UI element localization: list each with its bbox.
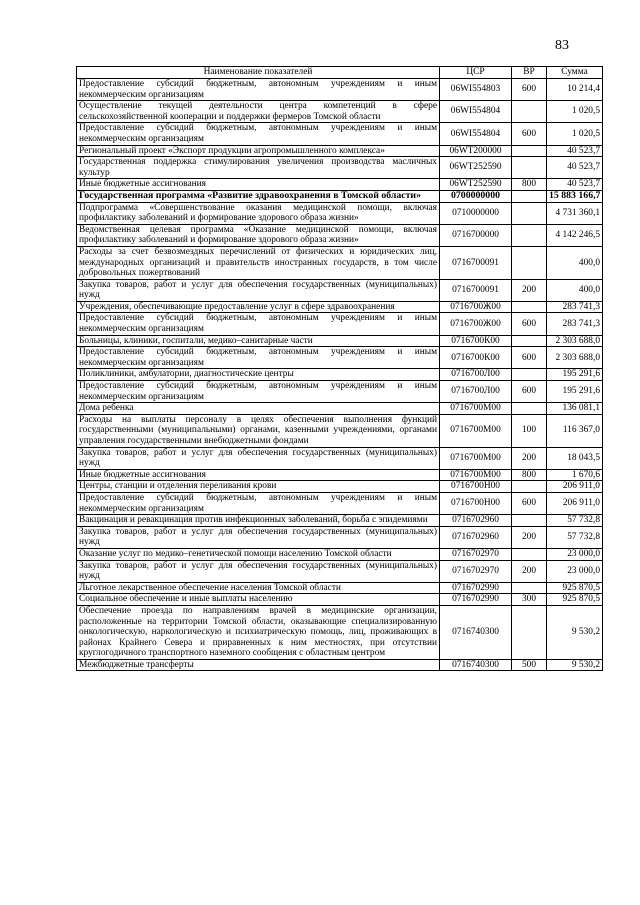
- cell-vr: 800: [512, 469, 547, 481]
- cell-vr: [512, 605, 547, 659]
- cell-sum: 283 741,3: [547, 301, 603, 313]
- table-row: [77, 79, 603, 101]
- cell-name: Закупка товаров, работ и услуг для обеспечения государственных (муниципальных) нужд: [77, 526, 440, 548]
- cell-vr: 600: [512, 381, 547, 403]
- cell-name: Обеспечение проезда по направлениям врачей в медицинские организации, расположенные на территории Томской области, оказывающие специализированную онкологическую, наркологическую и психиатрическую помощь, лиц, проживающих в районах Крайнего Севера и приравненных к ним местностях, при отсутствии круглогодичного транспортного наземного сообщения с областным центром: [77, 605, 440, 659]
- table-row: [77, 157, 603, 179]
- cell-sum: 9 530,2: [547, 659, 603, 671]
- cell-vr: 200: [512, 279, 547, 301]
- cell-vr: [512, 548, 547, 560]
- cell-csr: 0710000000: [440, 202, 512, 224]
- cell-csr: 06WT252590: [440, 157, 512, 179]
- header-csr: ЦСР: [440, 67, 512, 79]
- table-row: [77, 594, 603, 606]
- cell-csr: 0716700Л00: [440, 381, 512, 403]
- cell-name: Центры, станции и отделения переливания крови: [77, 481, 440, 493]
- cell-vr: [512, 515, 547, 527]
- cell-sum: 23 000,0: [547, 560, 603, 582]
- cell-name: Ведомственная целевая программа «Оказание медицинской помощи, включая профилактику заболеваний и формирование здорового образа жизни»: [77, 224, 440, 246]
- cell-sum: 136 081,1: [547, 403, 603, 415]
- cell-sum: 18 043,5: [547, 447, 603, 469]
- cell-name: Государственная программа «Развитие здравоохранения в Томской области»: [77, 190, 440, 202]
- header-name: Наименование показателей: [77, 67, 440, 79]
- cell-name: Иные бюджетные ассигнования: [77, 179, 440, 191]
- table-row: [77, 526, 603, 548]
- table-row: [77, 313, 603, 335]
- cell-csr: 0716702970: [440, 560, 512, 582]
- cell-sum: 2 303 688,0: [547, 347, 603, 369]
- cell-sum: 925 870,5: [547, 582, 603, 594]
- cell-name: Расходы за счет безвозмездных перечислений от физических и юридических лиц, международных организаций и правительств иностранных государств, в том числе добровольных пожертвований: [77, 246, 440, 279]
- table-row: [77, 481, 603, 493]
- cell-vr: 600: [512, 313, 547, 335]
- cell-vr: [512, 335, 547, 347]
- cell-sum: 9 530,2: [547, 605, 603, 659]
- cell-vr: 200: [512, 560, 547, 582]
- cell-sum: 1 020,5: [547, 101, 603, 123]
- cell-csr: 0716702960: [440, 526, 512, 548]
- table-row: [77, 560, 603, 582]
- cell-sum: 4 731 360,1: [547, 202, 603, 224]
- cell-name: Оказание услуг по медико–генетической помощи населению Томской области: [77, 548, 440, 560]
- cell-sum: 40 523,7: [547, 179, 603, 191]
- cell-csr: 0716700К00: [440, 347, 512, 369]
- header-sum: Сумма: [547, 67, 603, 79]
- cell-name: Льготное лекарственное обеспечение населения Томской области: [77, 582, 440, 594]
- table-row: [77, 190, 603, 202]
- cell-sum: 40 523,7: [547, 145, 603, 157]
- cell-csr: 06WT200000: [440, 145, 512, 157]
- table-row: [77, 381, 603, 403]
- cell-sum: 15 883 166,7: [547, 190, 603, 202]
- table-row: [77, 447, 603, 469]
- cell-csr: 0716700Л00: [440, 369, 512, 381]
- table-row: [77, 179, 603, 191]
- cell-name: Дома ребенка: [77, 403, 440, 415]
- cell-sum: 400,0: [547, 246, 603, 279]
- table-row: [77, 335, 603, 347]
- cell-vr: 200: [512, 526, 547, 548]
- cell-name: Предоставление субсидий бюджетным, автономным учреждениям и иным некоммерческим организациям: [77, 381, 440, 403]
- cell-csr: 06WI554804: [440, 123, 512, 145]
- cell-name: Вакцинация и ревакцинация против инфекционных заболеваний, борьба с эпидемиями: [77, 515, 440, 527]
- cell-name: Учреждения, обеспечивающие предоставление услуг в сфере здравоохранения: [77, 301, 440, 313]
- table-row: [77, 224, 603, 246]
- cell-sum: 2 303 688,0: [547, 335, 603, 347]
- cell-name: Закупка товаров, работ и услуг для обеспечения государственных (муниципальных) нужд: [77, 560, 440, 582]
- cell-name: Подпрограмма «Совершенствование оказания медицинской помощи, включая профилактику заболеваний и формирование здорового образа жизни»: [77, 202, 440, 224]
- cell-sum: 57 732,8: [547, 526, 603, 548]
- cell-vr: [512, 101, 547, 123]
- cell-csr: 0716740300: [440, 605, 512, 659]
- cell-name: Больницы, клиники, госпитали, медико–санитарные части: [77, 335, 440, 347]
- cell-csr: 0716700М00: [440, 403, 512, 415]
- cell-vr: [512, 403, 547, 415]
- cell-csr: 0716700091: [440, 279, 512, 301]
- cell-csr: 0716700Ж00: [440, 301, 512, 313]
- header-vr: ВР: [512, 67, 547, 79]
- table-row: [77, 279, 603, 301]
- cell-vr: 600: [512, 123, 547, 145]
- cell-sum: 1 670,6: [547, 469, 603, 481]
- table-row: [77, 101, 603, 123]
- cell-vr: [512, 145, 547, 157]
- cell-vr: [512, 190, 547, 202]
- cell-name: Предоставление субсидий бюджетным, автономным учреждениям и иным некоммерческим организациям: [77, 79, 440, 101]
- cell-sum: 206 911,0: [547, 492, 603, 514]
- cell-csr: 0716702990: [440, 594, 512, 606]
- table-row: [77, 369, 603, 381]
- cell-sum: 283 741,3: [547, 313, 603, 335]
- cell-csr: 0716700Н00: [440, 492, 512, 514]
- cell-sum: 57 732,8: [547, 515, 603, 527]
- cell-csr: 06WI554804: [440, 101, 512, 123]
- table-row: [77, 202, 603, 224]
- table-row: [77, 347, 603, 369]
- cell-vr: [512, 369, 547, 381]
- cell-name: Иные бюджетные ассигнования: [77, 469, 440, 481]
- table-row: [77, 145, 603, 157]
- cell-sum: 400,0: [547, 279, 603, 301]
- cell-csr: 0716700М00: [440, 469, 512, 481]
- cell-csr: 0716700М00: [440, 414, 512, 447]
- cell-vr: [512, 224, 547, 246]
- cell-csr: 0716702990: [440, 582, 512, 594]
- table-row: [77, 582, 603, 594]
- cell-vr: [512, 481, 547, 493]
- cell-vr: [512, 582, 547, 594]
- cell-csr: 0716700000: [440, 224, 512, 246]
- cell-csr: 0716740300: [440, 659, 512, 671]
- table-row: [77, 548, 603, 560]
- cell-name: Предоставление субсидий бюджетным, автономным учреждениям и иным некоммерческим организациям: [77, 313, 440, 335]
- cell-name: Закупка товаров, работ и услуг для обеспечения государственных (муниципальных) нужд: [77, 279, 440, 301]
- table-row: [77, 605, 603, 659]
- table-row: [77, 515, 603, 527]
- table-row: [77, 123, 603, 145]
- cell-sum: 925 870,5: [547, 594, 603, 606]
- cell-csr: 0716700М00: [440, 447, 512, 469]
- table-row: [77, 246, 603, 279]
- cell-csr: 06WT252590: [440, 179, 512, 191]
- table-header-row: [77, 67, 603, 79]
- cell-csr: 06WI554803: [440, 79, 512, 101]
- cell-vr: 300: [512, 594, 547, 606]
- cell-sum: 40 523,7: [547, 157, 603, 179]
- table-row: [77, 659, 603, 671]
- cell-name: Региональный проект «Экспорт продукции агропромышленного комплекса»: [77, 145, 440, 157]
- cell-sum: 195 291,6: [547, 381, 603, 403]
- table-row: [77, 469, 603, 481]
- table-row: [77, 301, 603, 313]
- cell-name: Межбюджетные трансферты: [77, 659, 440, 671]
- cell-csr: 0716700К00: [440, 335, 512, 347]
- cell-vr: [512, 202, 547, 224]
- table-row: [77, 414, 603, 447]
- cell-vr: [512, 301, 547, 313]
- cell-vr: [512, 157, 547, 179]
- cell-sum: 1 020,5: [547, 123, 603, 145]
- page-number: 83: [555, 38, 569, 53]
- cell-name: Социальное обеспечение и иные выплаты населению: [77, 594, 440, 606]
- cell-csr: 0716700Ж00: [440, 313, 512, 335]
- cell-sum: 195 291,6: [547, 369, 603, 381]
- cell-name: Расходы на выплаты персоналу в целях обеспечения выполнения функций государственными (муниципальными) органами, казенными учреждениями, органами управления государственными внебюджетными фондами: [77, 414, 440, 447]
- cell-vr: 600: [512, 79, 547, 101]
- cell-sum: 10 214,4: [547, 79, 603, 101]
- table-body: [77, 79, 603, 671]
- cell-vr: 800: [512, 179, 547, 191]
- cell-vr: 200: [512, 447, 547, 469]
- budget-table: [76, 66, 603, 671]
- cell-csr: 0716700Н00: [440, 481, 512, 493]
- cell-csr: 0716700091: [440, 246, 512, 279]
- cell-sum: 206 911,0: [547, 481, 603, 493]
- cell-name: Предоставление субсидий бюджетным, автономным учреждениям и иным некоммерческим организациям: [77, 123, 440, 145]
- cell-vr: 600: [512, 347, 547, 369]
- cell-name: Осуществление текущей деятельности центра компетенций в сфере сельскохозяйственной кооперации и поддержки фермеров Томской области: [77, 101, 440, 123]
- cell-sum: 23 000,0: [547, 548, 603, 560]
- cell-vr: 600: [512, 492, 547, 514]
- cell-name: Предоставление субсидий бюджетным, автономным учреждениям и иным некоммерческим организациям: [77, 347, 440, 369]
- cell-vr: 100: [512, 414, 547, 447]
- cell-vr: [512, 246, 547, 279]
- cell-sum: 4 142 246,5: [547, 224, 603, 246]
- cell-name: Государственная поддержка стимулирования увеличения производства масличных культур: [77, 157, 440, 179]
- cell-vr: 500: [512, 659, 547, 671]
- table-row: [77, 492, 603, 514]
- cell-name: Закупка товаров, работ и услуг для обеспечения государственных (муниципальных) нужд: [77, 447, 440, 469]
- cell-csr: 0716702960: [440, 515, 512, 527]
- cell-csr: 0700000000: [440, 190, 512, 202]
- table-row: [77, 403, 603, 415]
- cell-name: Предоставление субсидий бюджетным, автономным учреждениям и иным некоммерческим организациям: [77, 492, 440, 514]
- cell-csr: 0716702970: [440, 548, 512, 560]
- cell-sum: 116 367,0: [547, 414, 603, 447]
- cell-name: Поликлиники, амбулатории, диагностические центры: [77, 369, 440, 381]
